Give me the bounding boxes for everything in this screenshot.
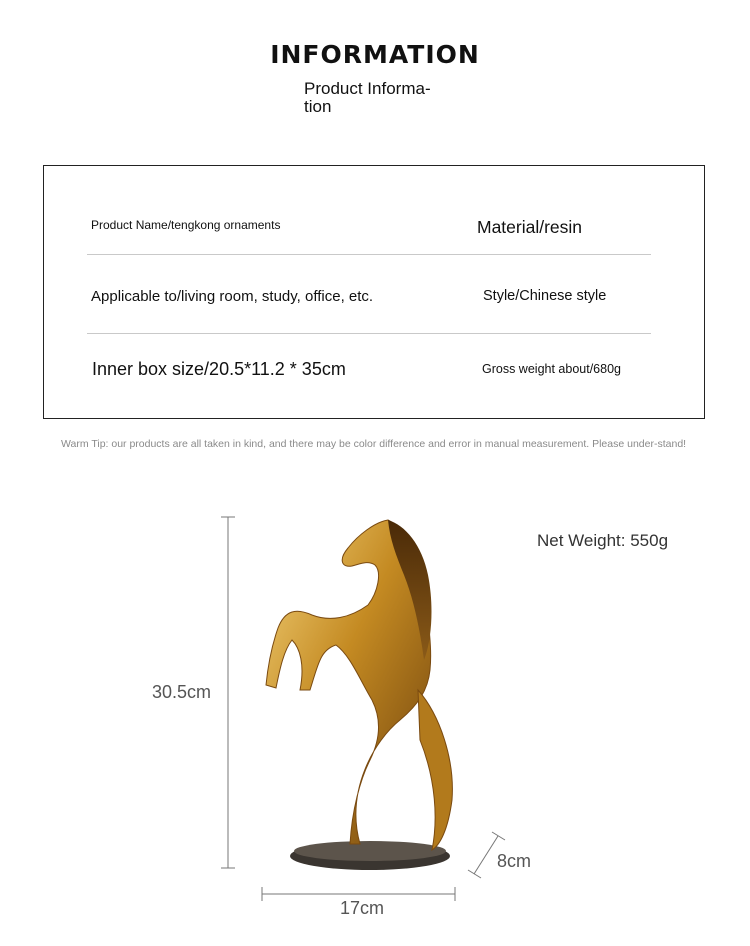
horse-statue	[266, 520, 452, 870]
material: Material/resin	[477, 217, 583, 237]
gross-weight: Gross weight about/680g	[482, 362, 621, 376]
width-label: 17cm	[340, 898, 385, 918]
height-label: 30.5cm	[152, 682, 212, 702]
style: Style/Chinese style	[483, 288, 607, 304]
warm-tip: Warm Tip: our products are all taken in kind, and there may be color difference and error in manual measurement. Please under-stand!	[61, 438, 687, 450]
page-heading: INFORMATION	[270, 40, 480, 69]
height-dimension-line	[221, 517, 235, 868]
page-subheading: Product Informa- tion	[304, 79, 431, 116]
depth-label: 8cm	[497, 851, 532, 871]
net-weight: Net Weight: 550g	[537, 531, 669, 550]
applicable-to: Applicable to/living room, study, office, etc.	[91, 288, 374, 305]
inner-box-size: Inner box size/20.5*11.2 * 35cm	[92, 359, 346, 379]
product-name: Product Name/tengkong ornaments	[91, 218, 281, 232]
